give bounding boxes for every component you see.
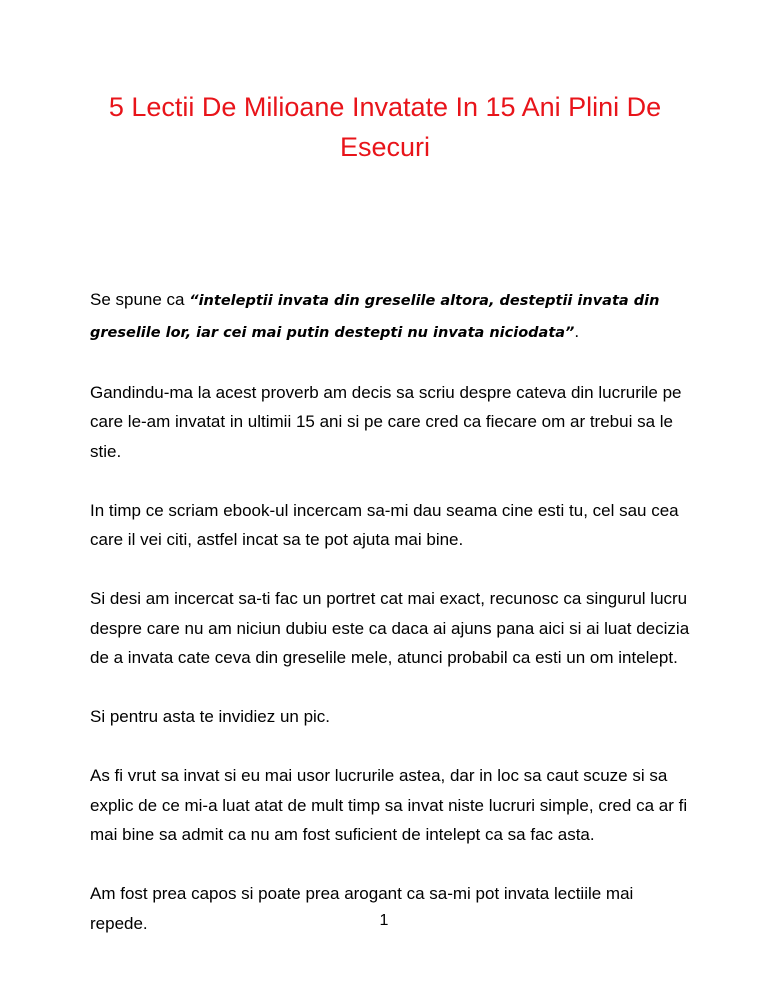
paragraph: Gandindu-ma la acest proverb am decis sa scriu despre cateva din lucrurile pe care le-am invatat in ultimii 15 ani si pe care cred ca fiecare om ar trebui sa le stie. — [90, 382, 682, 461]
page-number: 1 — [379, 912, 389, 929]
paragraph: Si pentru asta te invidiez un pic. — [90, 707, 331, 726]
paragraph: In timp ce scriam ebook-ul incercam sa-mi dau seama cine esti tu, cel sau cea care il vei citi, astfel incat sa te pot ajuta mai bine. — [90, 500, 679, 549]
proverb-tail: . — [574, 321, 580, 341]
body-text — [90, 285, 690, 968]
proverb-quote: “inteleptii invata din greselile altora, desteptii invata din greselile lor, iar cei mai putin destepti nu invata niciodata” — [90, 293, 660, 341]
proverb-lead: Se spune ca — [90, 290, 190, 309]
paragraph: As fi vrut sa invat si eu mai usor lucrurile astea, dar in loc sa caut scuze si sa explic de ce mi-a luat atat de mult timp sa invat niste lucruri simple, cred ca ar fi mai bine sa admit ca nu am fost suficient de intelept ca sa fac asta. — [90, 766, 688, 844]
page-title: 5 Lectii De Milioane Invatate In 15 Ani Plini De Esecuri — [108, 92, 662, 162]
paragraph: Am fost prea capos si poate prea arogant ca sa-mi pot invata lectiile mai repede. — [90, 884, 634, 933]
paragraph: Si desi am incercat sa-ti fac un portret cat mai exact, recunosc ca singurul lucru despre care nu am niciun dubiu este ca daca ai ajuns pana aici si ai luat decizia de a invata cate ceva din greselile mele, atunci probabil ca esti un om intelept. — [90, 589, 690, 667]
paragraph-proverb — [90, 285, 690, 348]
